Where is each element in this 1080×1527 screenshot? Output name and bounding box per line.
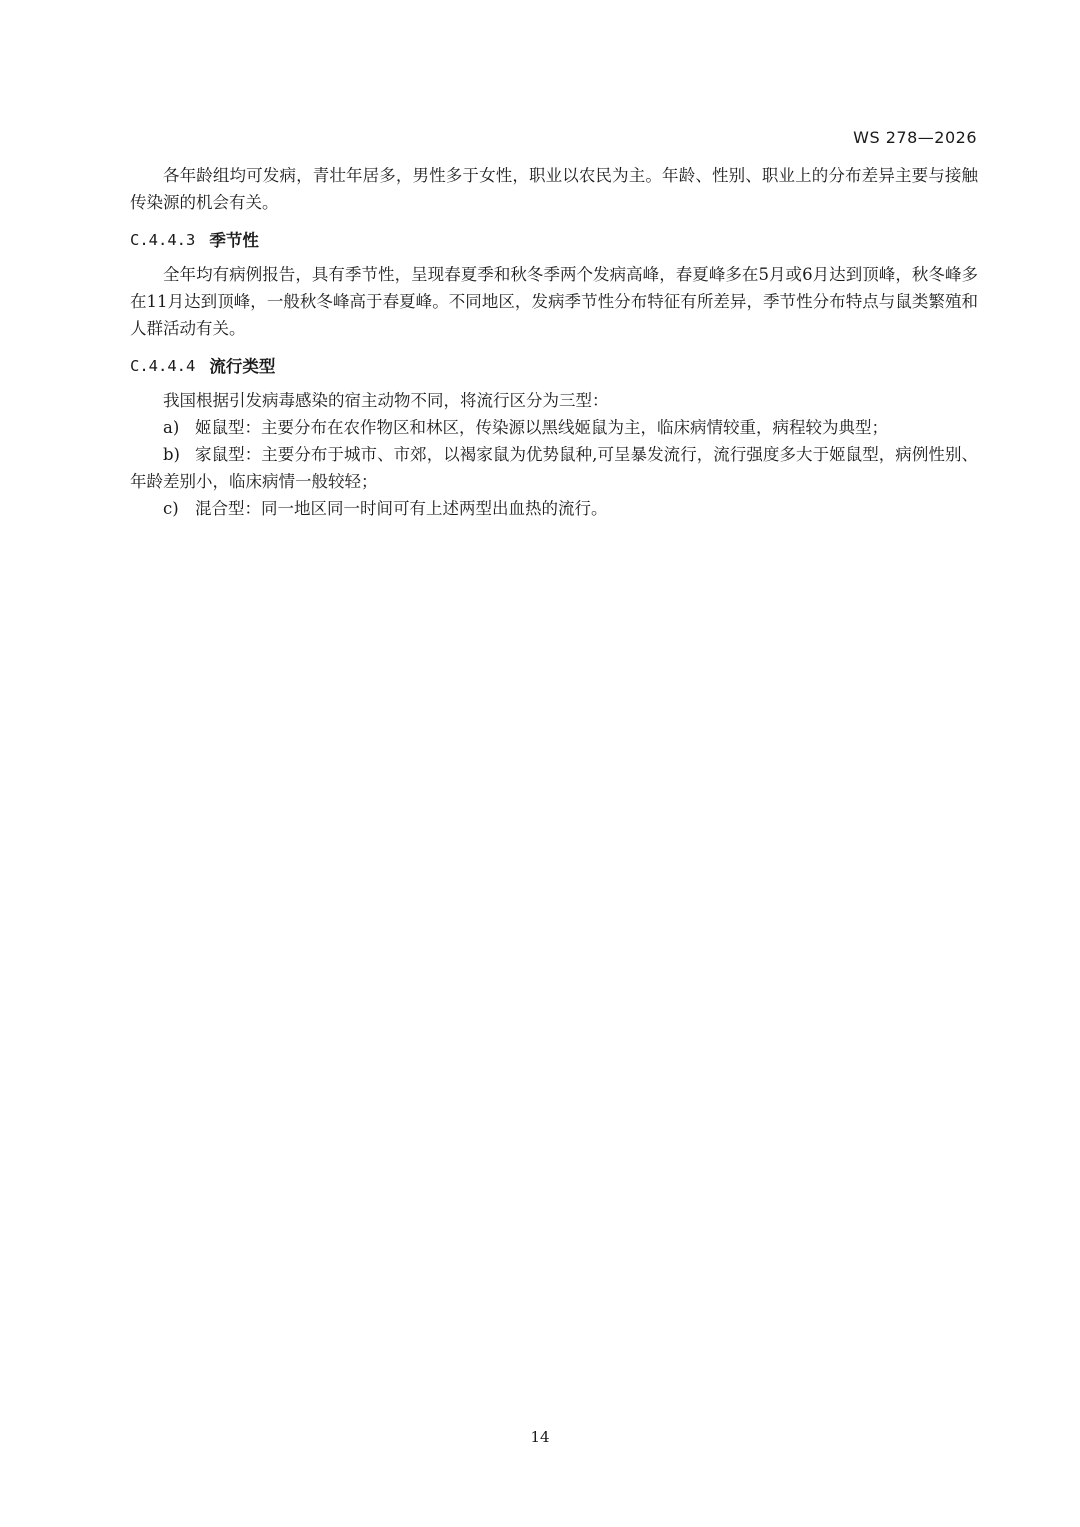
section-heading-epidemic-types bbox=[130, 353, 978, 380]
list-marker: b) bbox=[163, 445, 180, 464]
section-number: C.4.4.3 bbox=[130, 231, 196, 249]
list-item bbox=[130, 495, 978, 522]
page-content bbox=[130, 162, 978, 522]
list-item-text: 家鼠型：主要分布于城市、市郊，以褐家鼠为优势鼠种,可呈暴发流行，流行强度多大于姬鼠型，病例性别、年龄差别小，临床病情一般较轻； bbox=[130, 445, 978, 491]
seasonality-paragraph: 全年均有病例报告，具有季节性，呈现春夏季和秋冬季两个发病高峰，春夏峰多在5月或6月达到顶峰，秋冬峰多在11月达到顶峰，一般秋冬峰高于春夏峰。不同地区，发病季节性分布特征有所差异，季节性分布特点与鼠类繁殖和人群活动有关。 bbox=[130, 265, 978, 338]
list-item-text: 姬鼠型：主要分布在农作物区和林区，传染源以黑线姬鼠为主，临床病情较重，病程较为典型； bbox=[195, 418, 888, 437]
epidemic-types-intro: 我国根据引发病毒感染的宿主动物不同，将流行区分为三型： bbox=[163, 391, 609, 410]
section-heading-seasonality bbox=[130, 227, 978, 254]
list-marker: a) bbox=[163, 418, 180, 437]
intro-paragraph: 各年龄组均可发病，青壮年居多，男性多于女性，职业以农民为主。年龄、性别、职业上的分布差异主要与接触传染源的机会有关。 bbox=[130, 166, 978, 212]
list-item bbox=[130, 441, 978, 495]
standard-code: WS 278—2026 bbox=[853, 128, 977, 147]
list-marker: c) bbox=[163, 499, 179, 518]
epidemic-types-list bbox=[130, 414, 978, 522]
section-title: 流行类型 bbox=[209, 357, 276, 376]
section-title: 季节性 bbox=[209, 231, 259, 250]
page-number: 14 bbox=[530, 1428, 550, 1446]
list-item bbox=[130, 414, 978, 441]
list-item-text: 混合型：同一地区同一时间可有上述两型出血热的流行。 bbox=[195, 499, 608, 518]
section-number: C.4.4.4 bbox=[130, 357, 196, 375]
